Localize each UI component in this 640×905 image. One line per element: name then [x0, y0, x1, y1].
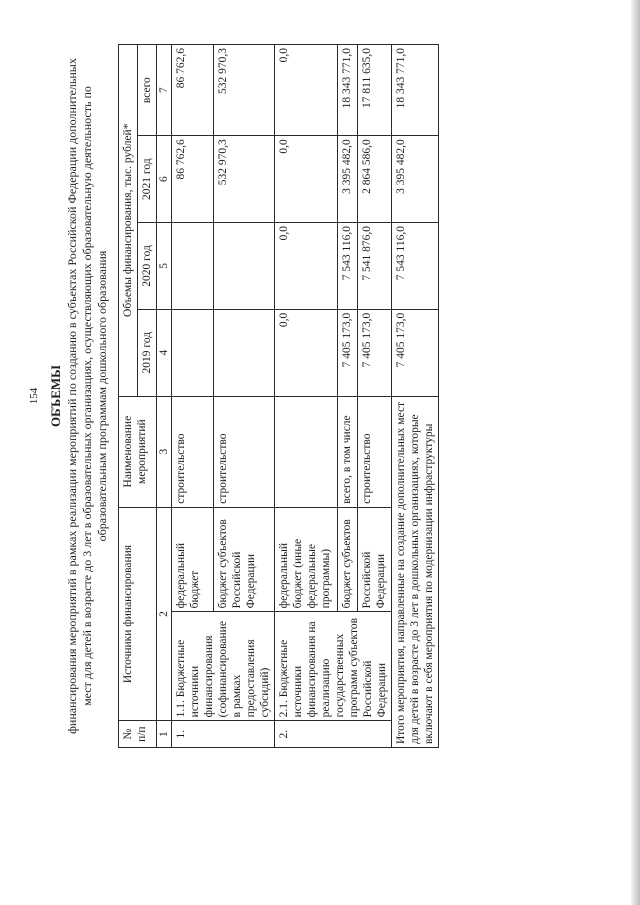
document-title: ОБЪЕМЫ: [48, 365, 63, 427]
name-cell: строительство: [172, 396, 214, 507]
value-2021: 2 864 586,0: [357, 136, 391, 223]
header-total: всего: [138, 45, 157, 136]
row-num: 2.: [275, 721, 392, 748]
value-2019: 7 405 173,0: [357, 309, 391, 396]
name-cell: строительство: [214, 396, 275, 507]
value-2020: [172, 223, 214, 310]
name-cell: строительство: [357, 396, 391, 507]
table-row: [172, 45, 214, 748]
index-cell: 2: [157, 507, 172, 721]
group-label: 1.1. Бюджетные источники финансирования (софинансирование в рамках предоставления субсидий): [172, 612, 275, 721]
table-row: [275, 45, 338, 748]
total-2021: 3 395 482,0: [392, 136, 439, 223]
index-cell: 3: [157, 396, 172, 507]
name-cell: [275, 396, 338, 507]
value-2019: 7 405 173,0: [338, 309, 358, 396]
value-2019: 0,0: [275, 309, 338, 396]
value-2021: 532 970,3: [214, 136, 275, 223]
total-2019: 7 405 173,0: [392, 309, 439, 396]
value-2020: 7 541 876,0: [357, 223, 391, 310]
header-num: № п/п: [119, 721, 157, 748]
scan-shadow-edge: [631, 0, 640, 905]
row-num: 1.: [172, 721, 275, 748]
source-cell: Российской Федерации: [357, 507, 391, 612]
rotated-document-content: [28, 40, 588, 752]
value-total: 0,0: [275, 45, 338, 136]
index-cell: 7: [157, 45, 172, 136]
total-label: Итого мероприятия, направленные на создание дополнительных мест для детей в возрасте до 3 лет в дошкольных организациях, которые включают в себя мероприятия по модернизации инфраструктуры: [392, 396, 439, 747]
header-source: Источники финансирования: [119, 507, 157, 721]
value-2021: 86 762,6: [172, 136, 214, 223]
index-cell: 5: [157, 223, 172, 310]
index-cell: 4: [157, 309, 172, 396]
value-2020: [214, 223, 275, 310]
index-cell: 6: [157, 136, 172, 223]
value-2020: 0,0: [275, 223, 338, 310]
header-2021: 2021 год: [138, 136, 157, 223]
index-cell: 1: [157, 721, 172, 748]
value-2021: 3 395 482,0: [338, 136, 358, 223]
document-subtitle: финансирования мероприятий в рамках реализации мероприятий по созданию в субъектах Российской Федерации дополнительных мест для детей в возрасте до 3 лет в образовательных организациях, осуществляющих образовательную деятельность по образовательным программам дошкольного образования: [65, 58, 109, 734]
value-total: 86 762,6: [172, 45, 214, 136]
value-total: 532 970,3: [214, 45, 275, 136]
total-2020: 7 543 116,0: [392, 223, 439, 310]
value-2019: [214, 309, 275, 396]
value-2019: [172, 309, 214, 396]
column-index-row: [157, 45, 172, 748]
value-total: 18 343 771,0: [338, 45, 358, 136]
source-cell: федеральный бюджет (иные федеральные программы): [275, 507, 338, 612]
header-2019: 2019 год: [138, 309, 157, 396]
source-cell: бюджет субъектов: [338, 507, 358, 612]
group-label: 2.1. Бюджетные источники финансирования на реализацию государственных программ субъектов Российской Федерации: [275, 612, 392, 721]
page-number: 154: [28, 387, 40, 405]
source-cell: федеральный бюджет: [172, 507, 214, 612]
total-row: [392, 45, 439, 748]
value-2021: 0,0: [275, 136, 338, 223]
total-all: 18 343 771,0: [392, 45, 439, 136]
source-cell: бюджет субъектов Российской Федерации: [214, 507, 275, 612]
value-total: 17 811 635,0: [357, 45, 391, 136]
header-2020: 2020 год: [138, 223, 157, 310]
value-2020: 7 543 116,0: [338, 223, 358, 310]
header-name: Наименование мероприятий: [119, 396, 157, 507]
header-row-1: [119, 45, 138, 748]
header-volumes: Объемы финансирования, тыс. рублей*: [119, 45, 138, 397]
name-cell: всего, в том числе: [338, 396, 358, 507]
financing-table: [118, 44, 439, 748]
